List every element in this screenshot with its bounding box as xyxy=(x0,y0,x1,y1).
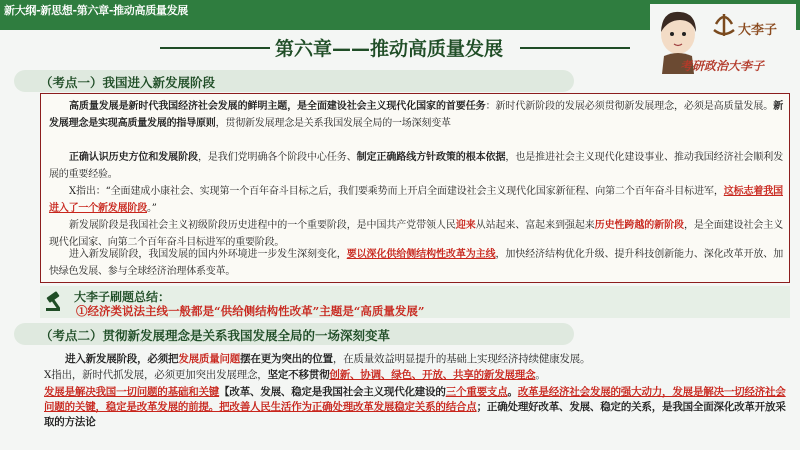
tip-title: 大李子刷题总结： xyxy=(74,290,171,304)
section1-paragraph-3: X指出：“全面建成小康社会、实现第一个百年奋斗目标之后，我们要乘势而上开启全面建设社会主义现代化国家新征程、向第二个百年奋斗目标进军，这标志着我国进入了一个新发展阶段。” xyxy=(49,186,783,214)
breadcrumb: 新大纲-新思想-第六章-推动高质量发展 xyxy=(4,4,188,17)
section1-paragraph-5: 进入新发展阶段，我国发展的国内外环境进一步发生深刻变化，要以深化供给侧结构性改革为主线，加快经济结构优化升级、提升科技创新能力、深化改革开放、加快绿色发展、参与全球经济治理体系变革。 xyxy=(49,249,784,277)
section1-paragraph-4: 新发展阶段是我国社会主义初级阶段历史进程中的一个重要阶段，是中国共产党带领人民迎来从站起来、富起来到强起来历史性跨越的新阶段，是全面建设社会主义现代化国家、向第二个百年奋斗目标进军的重要阶段。 xyxy=(49,220,783,248)
chapter-title: 第六章——推动高质量发展 xyxy=(275,38,504,60)
section1-paragraph-1: 高质量发展是新时代我国经济社会发展的鲜明主题，是全面建设社会主义现代化国家的首要任务：新时代新阶段的发展必须贯彻新发展理念，必须是高质量发展。新发展理念是实现高质量发展的指导原则，贯彻新发展理念是关系我国发展全局的一场深刻变革 xyxy=(49,101,783,129)
brand-label: 考研政治大李子 xyxy=(680,59,765,73)
title-divider-left xyxy=(160,47,270,49)
section2-line-1: 进入新发展阶段，必须把发展质量问题摆在更为突出的位置，在质量效益明显提升的基础上实现经济持续健康发展。 xyxy=(65,353,591,365)
section1-paragraph-2: 正确认识历史方位和发展阶段，是我们党明确各个阶段中心任务、制定正确路线方针政策的根本依据，也是推进社会主义现代化建设事业、推动我国经济社会顺利发展的重要经验。 xyxy=(49,152,783,180)
section2-line-3: 发展是解决我国一切问题的基础和关键【改革、发展、稳定是我国社会主义现代化建设的三个重要支点。改革是经济社会发展的强大动力，发展是解决一切经济社会问题的关键，稳定是改革发展的前提。把改善人民生活作为正确处理改革发展稳定关系的结合点；正确处理好改革、发展、稳定的关系，是我国全面深化改革开放采取的方法论 xyxy=(44,386,786,428)
gavel-icon xyxy=(44,288,68,312)
svg-text:大李子: 大李子 xyxy=(738,23,778,38)
section1-content-box xyxy=(40,93,790,283)
section2-heading: （考点二）贯彻新发展理念是关系我国发展全局的一场深刻变革 xyxy=(14,323,574,345)
section1-heading: （考点一）我国进入新发展阶段 xyxy=(14,70,574,92)
section2-line-2: X指出，新时代抓发展，必须更加突出发展理念，坚定不移贯彻创新、协调、绿色、开放、共享的新发展理念。 xyxy=(44,369,546,381)
tip-body: ①经济类说法主线一般都是“供给侧结构性改革”主题是“高质量发展” xyxy=(76,304,425,318)
title-divider-right xyxy=(520,47,630,49)
